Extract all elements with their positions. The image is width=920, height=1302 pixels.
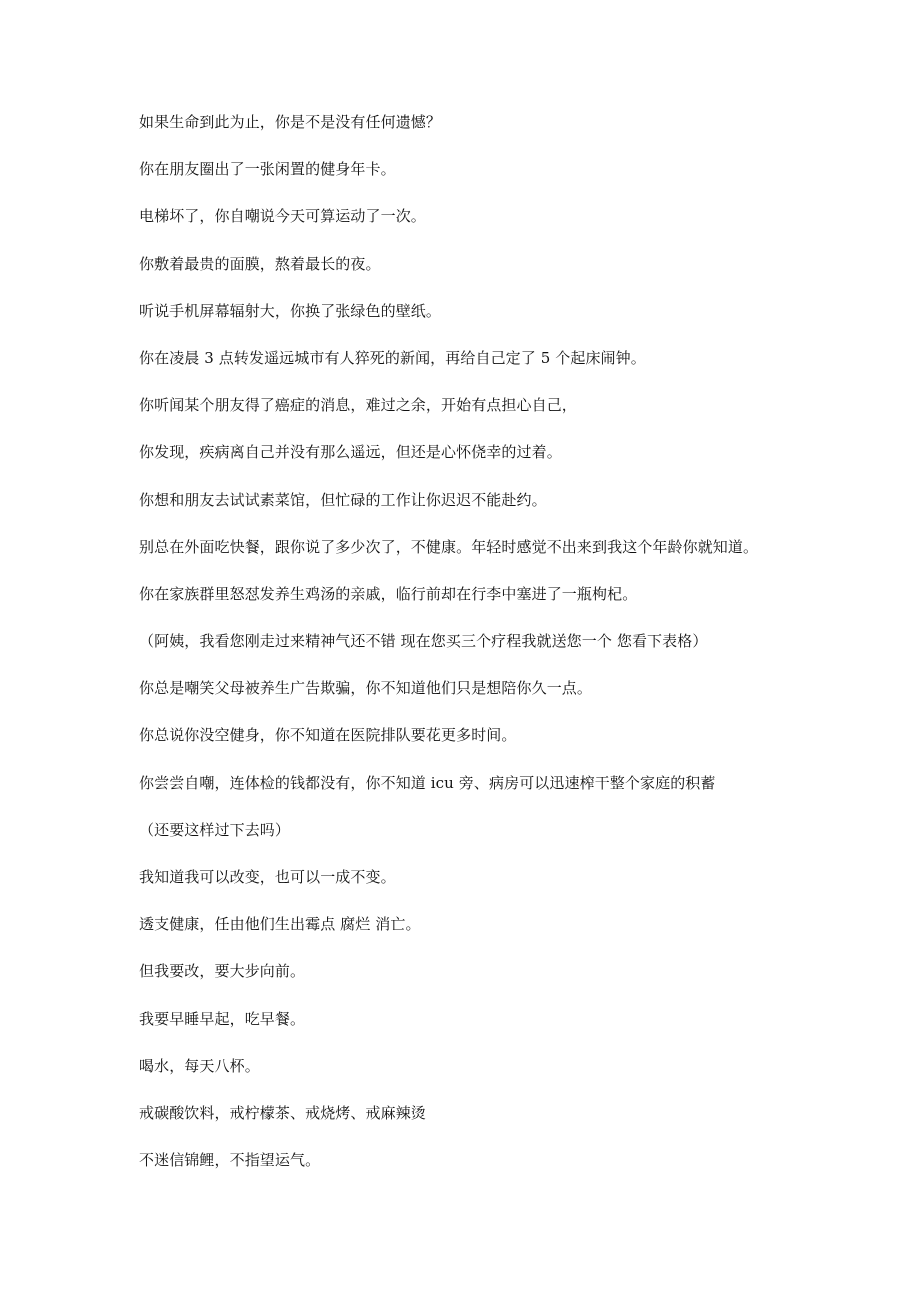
text-line: 如果生命到此为止，你是不是没有任何遗憾？: [139, 113, 442, 131]
text-line: 你想和朋友去试试素菜馆，但忙碌的工作让你迟迟不能赴约。: [139, 490, 547, 509]
text-line: 你在家族群里怒怼发养生鸡汤的亲戚，临行前却在行李中塞进了一瓶枸杞。: [139, 584, 638, 603]
text-line: 你总是嘲笑父母被养生广告欺骗，你不知道他们只是想陪你久一点。: [139, 679, 593, 698]
text-line: 电梯坏了，你自嘲说今天可算运动了一次。: [139, 207, 426, 226]
text-line: 我要早睡早起，吃早餐。: [139, 1009, 306, 1028]
text-line: 你发现，疾病离自己并没有那么遥远，但还是心怀侥幸的过着。: [139, 443, 562, 462]
text-line: （还要这样过下去吗）: [139, 820, 291, 839]
text-line: 你在朋友圈出了一张闲置的健身年卡。: [139, 160, 396, 179]
document-body: [139, 110, 799, 1195]
text-line: 听说手机屏幕辐射大，你换了张绿色的壁纸。: [139, 301, 442, 320]
text-line: 戒碳酸饮料，戒柠檬茶、戒烧烤、戒麻辣烫: [139, 1103, 426, 1122]
text-line: 你总说你没空健身，你不知道在医院排队要花更多时间。: [139, 726, 517, 745]
text-line: 你敷着最贵的面膜，熬着最长的夜。: [139, 254, 381, 273]
text-line: 别总在外面吃快餐，跟你说了多少次了，不健康。年轻时感觉不出来到我这个年龄你就知道。: [139, 537, 759, 556]
text-line: 透支健康，任由他们生出霉点 腐烂 消亡。: [139, 915, 421, 934]
text-line: 喝水，每天八杯。: [139, 1056, 260, 1075]
text-line: （阿姨，我看您刚走过来精神气还不错 现在您买三个疗程我就送您一个 您看下表格）: [139, 632, 708, 651]
text-line: 但我要改，要大步向前。: [139, 962, 306, 981]
text-line: 你在凌晨 3 点转发遥远城市有人猝死的新闻，再给自己定了 5 个起床闹钟。: [139, 348, 646, 367]
text-line: 不迷信锦鲤，不指望运气。: [139, 1151, 321, 1170]
text-line: 我知道我可以改变，也可以一成不变。: [139, 868, 396, 886]
text-line: 你听闻某个朋友得了癌症的消息，难过之余，开始有点担心自己，: [139, 396, 577, 415]
text-line: 你尝尝自嘲，连体检的钱都没有，你不知道 icu 旁、病房可以迅速榨干整个家庭的积蓄: [139, 773, 716, 792]
